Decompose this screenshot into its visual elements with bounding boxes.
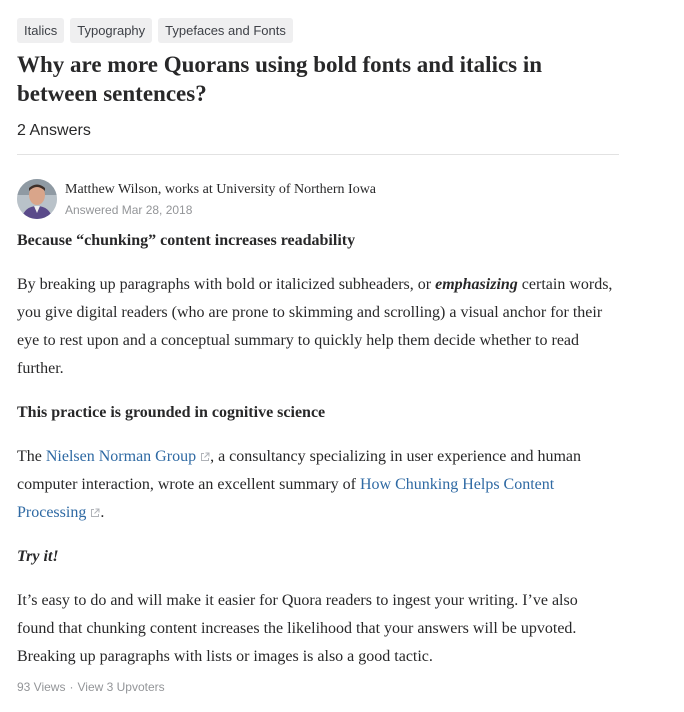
answer-footer [17, 680, 165, 694]
heading-italic-text: Try it! [17, 548, 59, 565]
topic-tag[interactable]: Typefaces and Fonts [158, 18, 293, 43]
question-title[interactable]: Why are more Quorans using bold fonts and italics in between sentences? [17, 52, 543, 106]
topic-tag[interactable]: Typography [70, 18, 152, 43]
view-count: 93 Views [17, 680, 66, 694]
topic-tag[interactable]: Italics [17, 18, 64, 43]
paragraph-text: By breaking up paragraphs with bold or italicized subheaders, or [17, 276, 436, 293]
answered-date[interactable]: Answered Mar 28, 2018 [65, 203, 193, 217]
paragraph-text: The [17, 448, 46, 465]
answer-heading: Because “chunking” content increases readability [17, 232, 356, 249]
author-name[interactable]: Matthew Wilson [65, 182, 158, 197]
emphasized-word: emphasizing [435, 276, 518, 293]
answers-count: 2 Answers [17, 122, 91, 139]
answer-paragraph: It’s easy to do and will make it easier for Quora readers to ingest your writing. I’ve also found that chunking content increases the likelihood that your answers will be upvoted. Breaking up paragraphs with lists or images is also a good tactic. [17, 592, 578, 665]
paragraph-text: certain words, you give digital readers (who are prone to skimming and scrolling) a visual anchor for their eye to rest upon and a conceptual summary to quickly help them decide whether to read further. [17, 276, 613, 377]
view-upvoters-link[interactable]: View 3 Upvoters [77, 680, 165, 694]
avatar-photo [17, 179, 57, 219]
avatar[interactable] [17, 179, 57, 219]
answer-paragraph [17, 271, 617, 383]
link-text: How Chunking Helps Content Processing [17, 476, 555, 521]
answer-paragraph [17, 443, 617, 527]
nielsen-norman-link[interactable] [46, 448, 210, 465]
paragraph-text: . [100, 504, 105, 521]
answer-heading [17, 543, 617, 571]
divider [17, 154, 619, 155]
separator: · [69, 680, 74, 694]
external-link-icon [200, 452, 210, 462]
author-line [65, 182, 376, 198]
answer-body [17, 227, 617, 671]
link-text: Nielsen Norman Group [45, 448, 197, 465]
external-link-icon [90, 508, 100, 518]
answer-heading: This practice is grounded in cognitive science [17, 404, 326, 421]
topic-list [17, 18, 293, 43]
author-credential: , works at University of Northern Iowa [157, 182, 377, 197]
paragraph-text: , a consultancy specializing in user experience and human computer interaction, wrote an excellent summary of [17, 448, 582, 493]
